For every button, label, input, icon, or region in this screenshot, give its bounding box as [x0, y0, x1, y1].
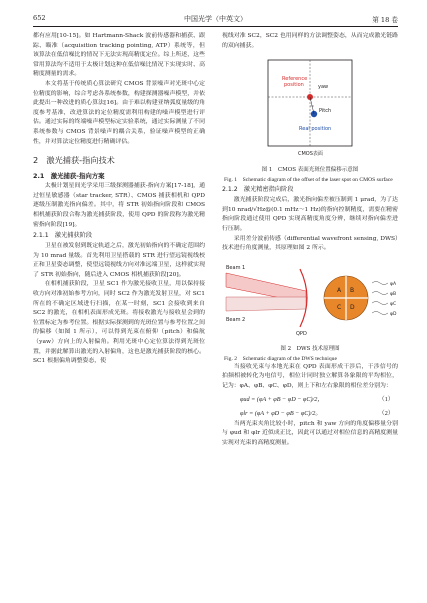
- figure-1-caption-cn: 图 1 CMOS 表面光斑位置偏移示意图: [261, 167, 359, 174]
- phi-b-label: φB: [390, 291, 397, 297]
- paragraph-top: 视线对准 SC2，SC2 也用同样的方法调整姿态，从而完成激光链路的双向捕获。: [222, 33, 398, 49]
- beam-2-label: Beam 2: [226, 316, 246, 323]
- equation-1-number: （1）: [378, 395, 394, 403]
- phi-a-label: φA: [390, 281, 397, 287]
- reference-label-line1: Reference: [282, 76, 308, 83]
- signal-wave-d: [372, 311, 388, 314]
- journal-title: 中国光学（中英文）: [184, 15, 247, 23]
- offset-line: [310, 97, 314, 114]
- quad-b-label: B: [350, 286, 355, 294]
- figure-1-caption-en: Fig. 1 Schematic diagram of the offset of the laser spot on CMOS surface: [224, 177, 393, 184]
- paragraph-2-1-1-a: 卫星在被发射到既定轨道之后，激光初始指向的不确定范围约为 10 mrad 量级。首先利用卫星搭载的 STR 进行望远镜视线校正和卫星姿态调整，使望远镜视线方向对准远端卫星，这样就实现了 STR 初始指向，随后进入 CMOS 相机捕获阶段[20]。: [33, 243, 205, 278]
- equation-2-body: φlr = (φA + φD − φB − φC)/2。: [240, 409, 322, 417]
- paragraph-2-1-2-c: 当接收光束与本地光束在 QPD 表面形成干涉后，干涉信号的拍频相被转化为电信号，相位计同时独立解算各象限的平均相位，记为：φA、φB、φC、φD，则上下和左右象限的相位差分别为：: [222, 363, 398, 389]
- section-2-heading: 2 激光捕获-指向技术: [33, 155, 115, 166]
- dws-diagram: [222, 257, 398, 339]
- figure-2-caption-en: Fig. 2 Schematic diagram of the DWS technique: [224, 355, 337, 362]
- section-2-1-heading: 2.1 激光捕获-指向方案: [33, 172, 105, 181]
- paragraph-2-1-2-b: 采用差分波前传感（differential wavefront sensing, DWS）技术进行角度测量，其原理如图 2 所示。: [222, 235, 398, 252]
- figure-2-caption-cn: 图 2 DWS 技术原理图: [280, 345, 340, 352]
- cmos-offset-diagram: [222, 54, 398, 160]
- page-header: [33, 14, 398, 27]
- real-position-label: Real position: [299, 126, 332, 133]
- signal-wave-a: [372, 281, 388, 284]
- paragraph-2-1: 太极计划星间光学采用三级探测器捕获-指向方案[17-18]，通过恒星敏感器（star tracker, STR）、CMOS 捕获相机和 QPD 逐级压制激光指向偏差。其中，将 STR 初始指向阶段和 CMOS 相机捕获阶段合称为激光捕获阶段，使用 QPD 的阶段称为激光精密指向阶段[19]。: [33, 183, 205, 228]
- right-column: [222, 32, 398, 448]
- figure-2: [222, 257, 398, 363]
- phi-d-label: φD: [390, 311, 397, 317]
- page-number: 652: [33, 14, 46, 22]
- equation-1: [222, 392, 398, 406]
- quad-d-label: D: [350, 303, 355, 311]
- paragraph-end: 当两光束夹角比较小时，pitch 和 yaw 方向的角度偏移量分别与 φud 和 φlr 近似成正比，因此可以通过对相位信息的高精度测量实现对光束的高精度测量。: [222, 420, 398, 446]
- signal-wave-b: [372, 291, 388, 294]
- pitch-label: Pitch: [319, 108, 332, 115]
- qpd-label: QPD: [296, 330, 307, 337]
- quad-c-label: C: [337, 303, 342, 311]
- paragraph-intro: 都有应用[10-15]。如 Hartmann-Shack 波前传感器和捕获、跟踪、瞄准（acquisition tracking pointing, ATP）系统等，但该算法在低信噪比的情况下无法实现高精度定位。综上所述，这些常用算法均不适用于太极计划这种在低信噪比情况下实现实时、高精度测量的需求。: [33, 33, 205, 78]
- phi-c-label: φC: [390, 301, 397, 307]
- equation-2-number: （2）: [378, 409, 394, 417]
- section-2-1-1-heading: 2.1.1 激光捕获阶段: [33, 232, 93, 240]
- quad-a-label: A: [337, 286, 342, 294]
- paragraph-2-1-2-a: 激光捕获阶段完成后，激光指向偏差被压制到 1 μrad，为了达到10 nrad/√Hz@(0.1 mHz～1 Hz)的指向控制精度，需要在精密指向阶段通过使用 QPD 实现高精度角度分辨，继续对指向偏差进行压制。: [222, 197, 398, 232]
- beam-1-label: Beam 1: [226, 264, 246, 271]
- yaw-label: yaw: [318, 84, 329, 91]
- reference-label-line2: position: [284, 82, 304, 89]
- volume-number: 第 18 卷: [372, 16, 398, 24]
- paragraph-main: 本文将基于传统质心算法研究 CMOS 背景噪声对光斑中心定位精度的影响，综合考虑各系统参数，构建探测器噪声模型，并依此提出一种改进的质心算法[16]。由于难以构建亚纳弧度量级的角度参考基准，改进算法的定位精度需利用构建的噪声模型进行评估。通过实际的终端噪声模型标定实验系统，通过实际测量了不同系统参数与 CMOS 背景噪声的耦合关系，验证噪声模型的正确性，并对算法定位精度进行精确评估。: [33, 80, 205, 145]
- paragraph-2-1-1-b: 在相机捕获阶段，卫星 SC1 作为激光接收卫星，用以保持接收方向对准初始参考方向，同时 SC2 作为激光发射卫星，对 SC1 所在的不确定区域进行扫描，在某一时刻，SC1 会接收到来自 SC2 的激光，在相机表面形成光斑。将接收激光与接收星会到的位置标定为参考位置。根据实际探测到的光斑位置与参考位置之间的偏移（如图 1 所示），可以得到光束在俯仰（pitch）和偏航（yaw）方向上的入射偏角。利用光斑中心定位算法得到光斑位置，并据此解算出激光的入射偏角，这也是激光捕获阶段的核心。SC1 根据偏角调整姿态，使: [33, 281, 205, 365]
- reference-label: [282, 76, 309, 88]
- beam-2: [226, 297, 306, 311]
- equation-1-body: φud = (φA + φB − φD − φC)/2，: [240, 395, 324, 403]
- sensor-surface-label: CMOS表面: [298, 151, 323, 158]
- left-column: [33, 32, 205, 367]
- signal-wave-c: [372, 301, 388, 304]
- figure-1: [222, 54, 398, 184]
- section-2-1-2-heading: 2.1.2 激光精密指向阶段: [222, 186, 294, 194]
- equation-2: [222, 406, 398, 420]
